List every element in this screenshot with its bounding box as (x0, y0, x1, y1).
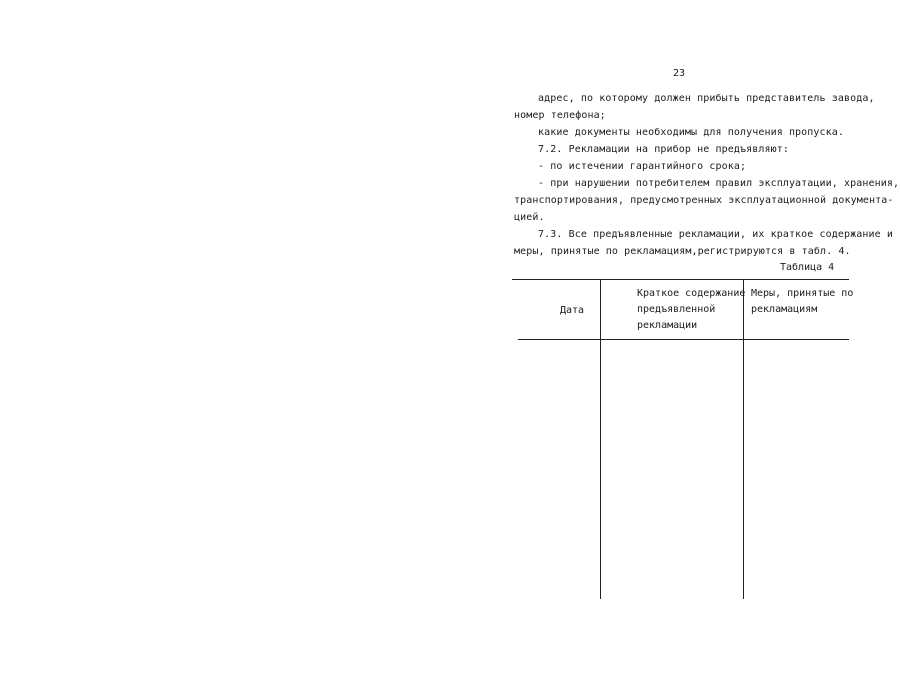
text-line: какие документы необходимы для получения пропуска. (538, 127, 845, 138)
text-line: цией. (514, 212, 545, 223)
table-top-rule (512, 279, 849, 280)
column-header-line: предъявленной (637, 304, 716, 315)
text-line: транспортирования, предусмотренных эксплуатационной документа- (514, 195, 894, 206)
text-line: - по истечении гарантийного срока; (538, 161, 747, 172)
column-header-line: Дата (560, 305, 585, 316)
column-header-date (560, 303, 584, 319)
text-line: адрес, по которому должен прибыть представитель завода, (538, 93, 875, 104)
text-line: - при нарушении потребителем правил эксплуатации, хранения, (538, 178, 900, 189)
column-divider (600, 279, 601, 599)
table-header-rule (518, 339, 849, 340)
text-line: 7.3. Все предъявленные рекламации, их краткое содержание и (538, 229, 893, 240)
text-line: 7.2. Рекламации на прибор не предъявляют: (538, 144, 789, 155)
column-header-line: рекламациям (751, 304, 818, 315)
column-header-content (637, 286, 747, 334)
text-line: меры, принятые по рекламациям,регистрируются в табл. 4. (514, 246, 851, 257)
column-header-line: Краткое содержание (637, 288, 746, 299)
claims-table (512, 279, 854, 599)
column-header-measures (751, 286, 854, 318)
column-header-line: Меры, принятые по (751, 288, 854, 299)
page-number: 23 (673, 68, 686, 79)
table-caption: Таблица 4 (780, 262, 835, 273)
text-line: номер телефона; (514, 110, 606, 121)
column-header-line: рекламации (637, 320, 698, 331)
